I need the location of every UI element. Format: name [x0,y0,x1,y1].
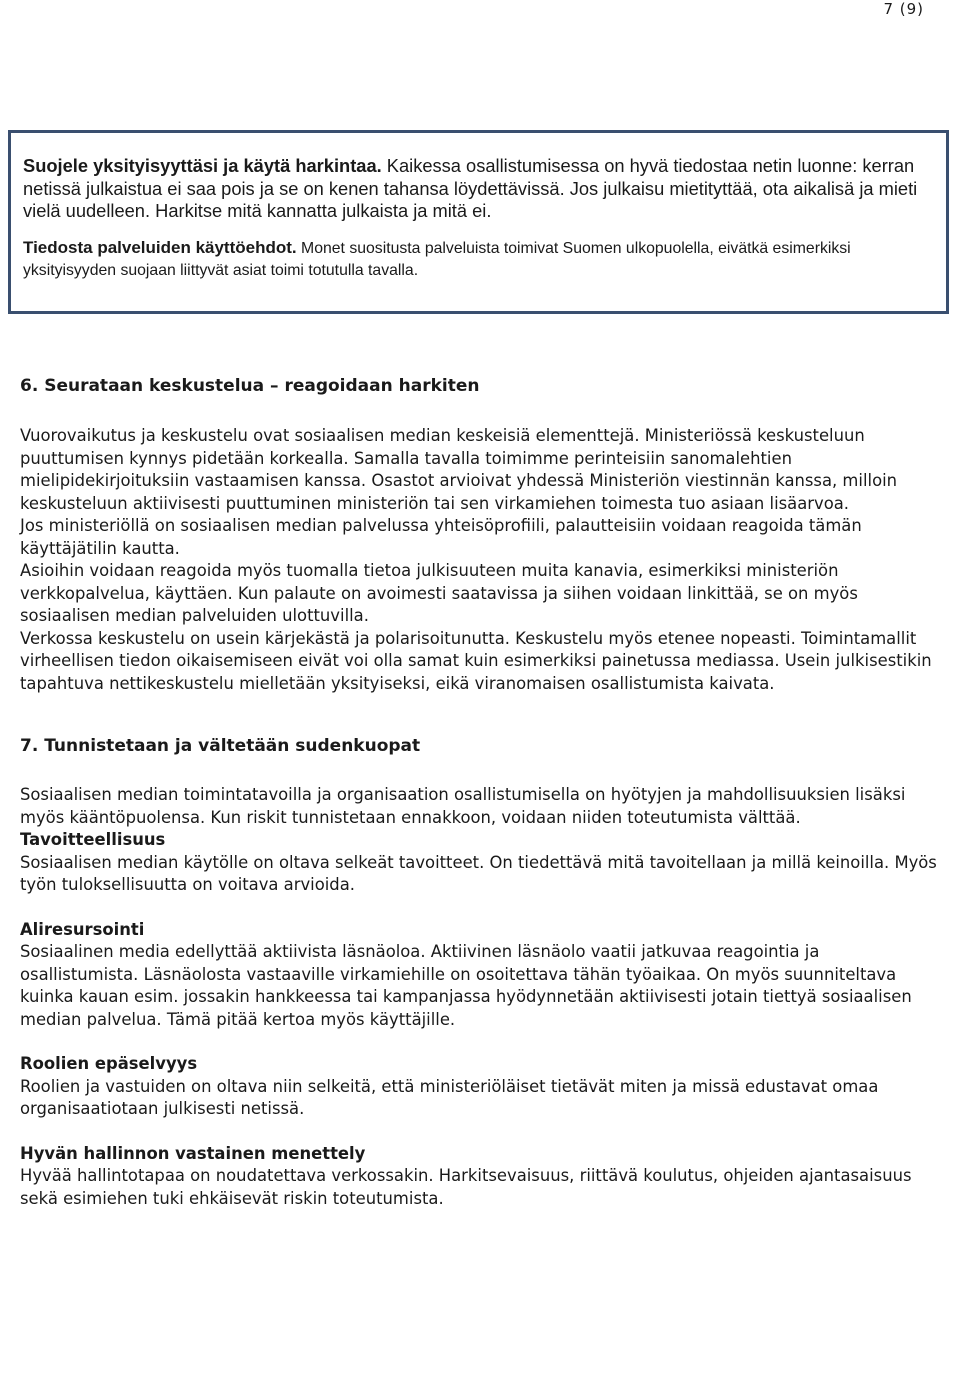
section-7-title: 7. Tunnistetaan ja vältetään sudenkuopat [20,736,421,756]
page-number: 7 (9) [883,0,924,18]
subsection-text: Hyvää hallintotapaa on noudatettava verkossakin. Harkitsevaisuus, riittävä koulutus, ohjeiden ajantasaisuus sekä esimiehen tuki ehkäisevät riskin toteutumista. [20,1166,912,1208]
section-7-intro: Sosiaalisen median toimintatavoilla ja organisaation osallistumisella on hyötyjen ja mahdollisuuksien lisäksi myös kääntöpuolensa. Kun riskit tunnistetaan ennakkoon, voidaan niiden toteutumista välttää. [20,785,906,827]
subsection-tavoitteellisuus [20,829,940,897]
info-box-text-2: Monet suositusta palveluista toimivat Suomen ulkopuolella, eivätkä esimerkiksi yksityisyyden suojaan liittyvät asiat toimi totutulla tavalla. [23,239,851,279]
subsection-text: Sosiaalisen median käytölle on oltava selkeät tavoitteet. On tiedettävä mitä tavoitellaan ja millä keinoilla. Myös työn tuloksellisuutta on voitava arvioida. [20,852,937,894]
subsection-heading: Hyvän hallinnon vastainen menettely [20,1143,366,1163]
subsection-text: Roolien ja vastuiden on oltava niin selkeitä, että ministeriöläiset tietävät miten ja missä edustavat omaa organisaatiotaan julkisesti netissä. [20,1076,879,1118]
subsection-aliresursointi [20,919,940,1032]
subsection-roolien-epaselvyys [20,1053,940,1121]
info-box-heading-1: Suojele yksityisyyttäsi ja käytä harkintaa. [23,155,382,176]
section-6-paragraph-3: Asioihin voidaan reagoida myös tuomalla tietoa julkisuuteen muita kanavia, esimerkiksi ministeriön verkkopalvelua, käyttäen. Kun palaute on avoimesti saatavissa ja siihen voidaan linkittää, se on myös sosiaalisen median palveluiden ulottuvilla. [20,561,858,625]
info-box-paragraph-2 [23,237,934,282]
info-box [8,130,949,314]
subsection-heading: Roolien epäselvyys [20,1054,198,1073]
info-box-text-1: Kaikessa osallistumisessa on hyvä tiedostaa netin luonne: kerran netissä julkaistua ei saa pois ja se on kenen tahansa löydettävissä. Jos julkaisu mietityttää, ota aikalisä ja mieti vielä uudelleen. Harkitse mitä kannatta julkaista ja mitä ei. [23,155,918,221]
main-content [20,375,940,1232]
section-6-paragraph-2: Jos ministeriöllä on sosiaalisen median palvelussa yhteisöprofiili, palautteisiin voidaan reagoida tämän käyttäjätilin kautta. [20,516,862,558]
info-box-heading-2: Tiedosta palveluiden käyttöehdot. [23,237,297,257]
subsection-heading: Tavoitteellisuus [20,830,166,849]
section-6-title: 6. Seurataan keskustelua – reagoidaan harkiten [20,376,480,396]
subsection-hyvan-hallinnon-vastainen-menettely [20,1143,940,1211]
subsection-text: Sosiaalinen media edellyttää aktiivista läsnäoloa. Aktiivinen läsnäolo vaatii jatkuvaa reagointia ja osallistumista. Läsnäolosta vastaaville virkamiehille on osoitettava tähän työaikaa. On myös suunniteltava kuinka kauan esim. jossakin hankkeessa tai kampanjassa hyödynnetään aktiivisesti jotain tiettyä sosiaalisen median palvelua. Tämä pitää kertoa myös käyttäjille. [20,942,912,1029]
section-6-paragraph-1: Vuorovaikutus ja keskustelu ovat sosiaalisen median keskeisiä elementtejä. Ministeriössä keskusteluun puuttumisen kynnys pidetään korkealla. Samalla tavalla toimimme perinteisiin sanomalehtien mielipidekirjoituksiin vastaamisen kanssa. Osastot arvioivat yhdessä Ministeriön viestinnän kanssa, milloin keskusteluun aktiivisesti puuttuminen ministeriön tai sen virkamiehen toimesta tuo asiaan lisäarvoa. [20,426,898,513]
section-6-paragraph-4: Verkossa keskustelu on usein kärjekästä ja polarisoitunutta. Keskustelu myös etenee nopeasti. Toimintamallit virheellisen tiedon oikaisemiseen eivät voi olla samat kuin esimerkiksi painetussa mediassa. Usein julkisestikin tapahtuva nettikeskustelu mielletään yksityiseksi, eikä viranomaisen osallistumista kaivata. [20,628,932,693]
info-box-paragraph-1 [23,155,934,223]
subsection-heading: Aliresursointi [20,919,145,939]
